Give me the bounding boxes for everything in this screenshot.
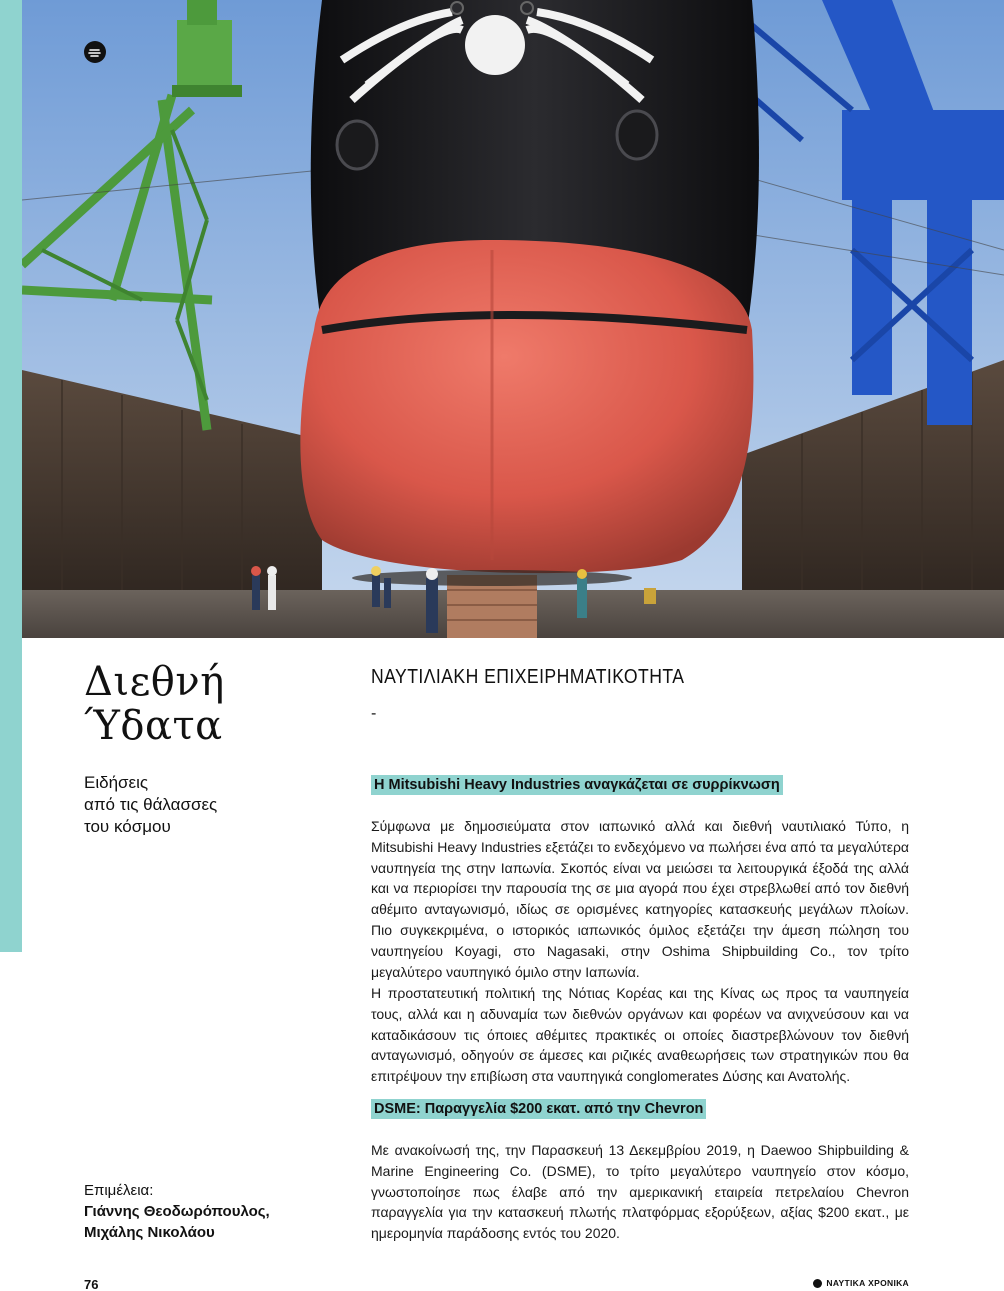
credits-author2: Μιχάλης Νικολάου xyxy=(84,1224,215,1241)
publication-logo-icon xyxy=(84,41,106,63)
footer-brand xyxy=(813,1278,909,1288)
subtitle-line3: του κόσμου xyxy=(84,817,171,836)
paragraph-mitsubishi-2: Η προστατευτική πολιτική της Νότιας Κορέας και της Κίνας ως προς τα ναυπηγεία τους, αλλά και η αδυναμία των διεθνών οργάνων και φορέων να ανιχνεύσουν και να καταδικάσουν τις όποιες αθέμιτες πρακτικές οι οποίες διαστρεβλώνουν τον διεθνή ανταγωνισμό, οδηγούν σε άμεσες και ριζικές αναθεωρήσεις των στρατηγικών που θα επιτρέψουν την επιβίωση στα ναυπηγικά conglomerates Δύσης και Ανατολής. xyxy=(371,985,909,1085)
headline-dsme: DSME: Παραγγελία $200 εκατ. από την Chevron xyxy=(371,1099,706,1119)
section-title-line2: Ύδατα xyxy=(84,703,223,749)
subtitle-line1: Ειδήσεις xyxy=(84,773,149,792)
editor-credits xyxy=(84,1180,324,1243)
credits-label: Επιμέλεια: xyxy=(84,1182,154,1199)
footer-brand-label: ΝΑΥΤΙΚΑ ΧΡΟΝΙΚΑ xyxy=(826,1278,909,1288)
brand-dot-icon xyxy=(813,1279,822,1288)
ship-bow-illustration xyxy=(22,0,1004,638)
subtitle-line2: από τις θάλασσες xyxy=(84,795,218,814)
section-title xyxy=(84,660,284,748)
accent-side-bar xyxy=(0,0,22,952)
headline-mitsubishi: Η Mitsubishi Heavy Industries αναγκάζεται σε συρρίκνωση xyxy=(371,775,783,795)
page-number: 76 xyxy=(84,1277,99,1291)
category-dash: - xyxy=(371,705,377,722)
section-subtitle xyxy=(84,772,304,838)
credits-author1: Γιάννης Θεοδωρόπουλος, xyxy=(84,1203,270,1220)
paragraph-dsme: Με ανακοίνωσή της, την Παρασκευή 13 Δεκεμβρίου 2019, η Daewoo Shipbuilding & Marine Engineering Co. (DSME), το τρίτο μεγαλύτερο ναυπηγείο στον κόσμο, γνωστοποίησε πως έλαβε από την αμερικανική εταιρεία πετρελαίου Chevron παραγγελία για την κατασκευή πλωτής πλατφόρμας εξορύξεων, αξίας $200 εκατ., με ημερομηνία παράδοσης εντός του 2020. xyxy=(371,1142,909,1242)
section-title-line1: Διεθνή xyxy=(84,659,225,705)
article-category: ΝΑΥΤΙΛΙΑΚΗ ΕΠΙΧΕΙΡΗΜΑΤΙΚΟΤΗΤΑ xyxy=(371,666,685,688)
hero-photo-ship-drydock xyxy=(22,0,1004,638)
paragraph-mitsubishi-1: Σύμφωνα με δημοσιεύματα στον ιαπωνικό αλλά και διεθνή ναυτιλιακό Τύπο, η Mitsubishi Heavy Industries εξετάζει το ενδεχόμενο να πωλήσει ένα από τα μεγαλύτερα ναυπηγεία της στην Ιαπωνία. Σκοπός είναι να μειώσει τα λειτουργικά έξοδά της αλλά και να περιορίσει την παρουσία της σε μια αγορά που έχει στρεβλωθεί από τον διεθνή αθέμιτο ανταγωνισμό, ιδίως σε ορισμένες κατηγορίες κατασκευής μεγάλων πλοίων. Πιο συγκεκριμένα, ο ιστορικός ιαπωνικός όμιλος εξετάζει την άμεση πώληση του ναυπηγείου Koyagi, στο Nagasaki, στην Oshima Shipbuilding Co., τον τρίτο μεγαλύτερο ναυπηγικό όμιλο στην Ιαπωνία. xyxy=(371,818,909,980)
